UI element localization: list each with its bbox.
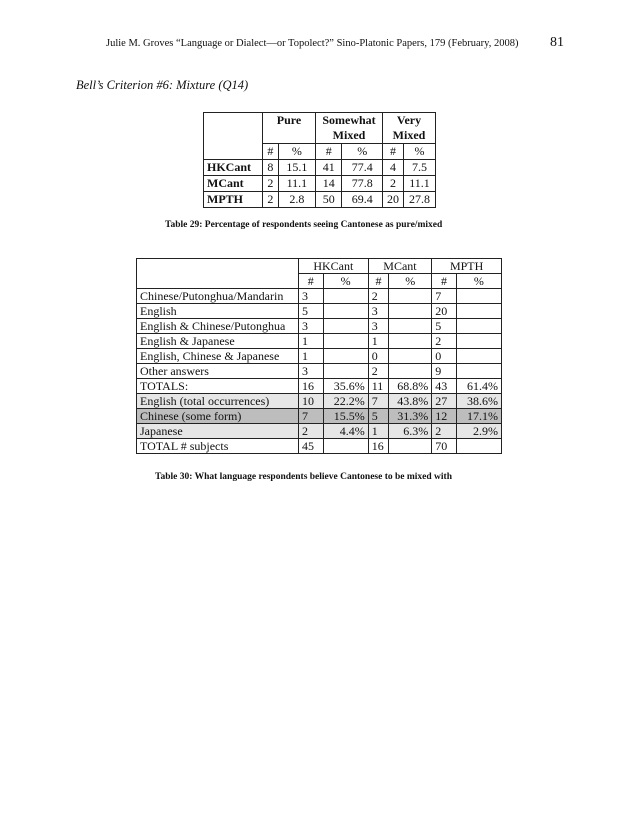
percent-cell — [389, 304, 432, 319]
table-row — [137, 364, 502, 379]
count-cell: 1 — [368, 334, 389, 349]
subheader: % — [403, 144, 435, 160]
cell: 8 — [263, 160, 279, 176]
row-label: Japanese — [137, 424, 299, 439]
percent-cell — [456, 439, 501, 454]
subheader: % — [389, 274, 432, 289]
count-cell: 27 — [432, 394, 457, 409]
percent-cell — [456, 334, 501, 349]
count-cell: 1 — [298, 349, 323, 364]
table-row — [137, 319, 502, 334]
count-cell: 5 — [298, 304, 323, 319]
count-cell: 9 — [432, 364, 457, 379]
percent-cell: 2.9% — [456, 424, 501, 439]
cell: 20 — [383, 192, 404, 208]
percent-cell — [456, 289, 501, 304]
count-cell: 2 — [368, 289, 389, 304]
cell: 7.5 — [403, 160, 435, 176]
count-cell: 1 — [368, 424, 389, 439]
subheader: # — [316, 144, 342, 160]
count-cell: 7 — [368, 394, 389, 409]
table-row — [204, 176, 436, 192]
count-cell: 20 — [432, 304, 457, 319]
count-cell: 2 — [432, 334, 457, 349]
count-cell: 0 — [432, 349, 457, 364]
cell: 11.1 — [403, 176, 435, 192]
percent-cell — [323, 289, 368, 304]
percent-cell: 6.3% — [389, 424, 432, 439]
table-29-caption: Table 29: Percentage of respondents seeing Cantonese as pure/mixed — [165, 220, 443, 230]
running-header — [106, 38, 518, 49]
table-30 — [136, 258, 502, 454]
cell: 2.8 — [278, 192, 315, 208]
subheader: % — [342, 144, 383, 160]
percent-cell — [456, 319, 501, 334]
percent-cell: 4.4% — [323, 424, 368, 439]
row-label: English — [137, 304, 299, 319]
subheader: # — [263, 144, 279, 160]
percent-cell: 22.2% — [323, 394, 368, 409]
table-30-caption: Table 30: What language respondents believe Cantonese to be mixed with — [155, 472, 452, 482]
percent-cell: 15.5% — [323, 409, 368, 424]
percent-cell: 61.4% — [456, 379, 501, 394]
cell: 69.4 — [342, 192, 383, 208]
cell: 27.8 — [403, 192, 435, 208]
count-cell: 3 — [298, 289, 323, 304]
count-cell: 1 — [298, 334, 323, 349]
table-row — [137, 394, 502, 409]
percent-cell: 17.1% — [456, 409, 501, 424]
count-cell: 43 — [432, 379, 457, 394]
table-row — [204, 192, 436, 208]
count-cell: 11 — [368, 379, 389, 394]
percent-cell — [456, 349, 501, 364]
count-cell: 3 — [298, 319, 323, 334]
count-cell: 2 — [432, 424, 457, 439]
row-label: Other answers — [137, 364, 299, 379]
percent-cell — [456, 364, 501, 379]
count-cell: 10 — [298, 394, 323, 409]
table-row — [137, 349, 502, 364]
cell: 2 — [263, 192, 279, 208]
cell: 50 — [316, 192, 342, 208]
percent-cell — [389, 439, 432, 454]
subheader: # — [432, 274, 457, 289]
subheader: % — [278, 144, 315, 160]
table-row — [137, 334, 502, 349]
count-cell: 3 — [368, 304, 389, 319]
percent-cell — [389, 319, 432, 334]
table-29 — [203, 112, 436, 208]
count-cell: 3 — [298, 364, 323, 379]
table-row — [137, 439, 502, 454]
group-header: MCant — [368, 259, 432, 274]
percent-cell — [323, 364, 368, 379]
row-label: Chinese (some form) — [137, 409, 299, 424]
table-corner — [204, 113, 263, 160]
count-cell: 2 — [298, 424, 323, 439]
row-label: English, Chinese & Japanese — [137, 349, 299, 364]
group-header: Pure — [263, 113, 316, 144]
percent-cell — [323, 334, 368, 349]
row-label: English (total occurrences) — [137, 394, 299, 409]
cell: 11.1 — [278, 176, 315, 192]
percent-cell — [323, 349, 368, 364]
count-cell: 3 — [368, 319, 389, 334]
cell: 77.8 — [342, 176, 383, 192]
subheader: # — [368, 274, 389, 289]
table-row — [137, 379, 502, 394]
percent-cell — [389, 364, 432, 379]
table-row — [204, 160, 436, 176]
count-cell: 2 — [368, 364, 389, 379]
group-header: Very Mixed — [383, 113, 436, 144]
table-corner — [137, 259, 299, 289]
count-cell: 5 — [368, 409, 389, 424]
table-row — [137, 424, 502, 439]
cell: 4 — [383, 160, 404, 176]
count-cell: 45 — [298, 439, 323, 454]
cell: 15.1 — [278, 160, 315, 176]
row-label: English & Chinese/Putonghua — [137, 319, 299, 334]
row-label: Chinese/Putonghua/Mandarin — [137, 289, 299, 304]
row-label: HKCant — [204, 160, 263, 176]
group-header: HKCant — [298, 259, 368, 274]
table-header-row — [137, 259, 502, 274]
section-title: Bell’s Criterion #6: Mixture (Q14) — [76, 78, 249, 92]
count-cell: 12 — [432, 409, 457, 424]
subheader: % — [456, 274, 501, 289]
table-header-row — [204, 113, 436, 144]
table-row — [137, 304, 502, 319]
cell: 77.4 — [342, 160, 383, 176]
count-cell: 7 — [298, 409, 323, 424]
cell: 2 — [263, 176, 279, 192]
subheader: % — [323, 274, 368, 289]
header-text: Julie M. Groves “Language or Dialect—or Topolect?” Sino-Platonic Papers, 179 (February, 2008) — [106, 38, 519, 49]
table-row — [137, 289, 502, 304]
percent-cell: 35.6% — [323, 379, 368, 394]
percent-cell — [323, 304, 368, 319]
table-row — [137, 409, 502, 424]
cell: 41 — [316, 160, 342, 176]
percent-cell — [323, 319, 368, 334]
count-cell: 70 — [432, 439, 457, 454]
group-header: MPTH — [432, 259, 502, 274]
group-header: Somewhat Mixed — [316, 113, 383, 144]
cell: 2 — [383, 176, 404, 192]
count-cell: 0 — [368, 349, 389, 364]
subheader: # — [383, 144, 404, 160]
percent-cell — [389, 349, 432, 364]
count-cell: 16 — [368, 439, 389, 454]
row-label: MPTH — [204, 192, 263, 208]
page-number: 81 — [550, 35, 564, 50]
percent-cell: 43.8% — [389, 394, 432, 409]
row-label: TOTALS: — [137, 379, 299, 394]
percent-cell — [456, 304, 501, 319]
percent-cell — [389, 289, 432, 304]
count-cell: 7 — [432, 289, 457, 304]
row-label: TOTAL # subjects — [137, 439, 299, 454]
cell: 14 — [316, 176, 342, 192]
percent-cell: 31.3% — [389, 409, 432, 424]
percent-cell — [323, 439, 368, 454]
row-label: English & Japanese — [137, 334, 299, 349]
count-cell: 16 — [298, 379, 323, 394]
count-cell: 5 — [432, 319, 457, 334]
subheader: # — [298, 274, 323, 289]
row-label: MCant — [204, 176, 263, 192]
percent-cell — [389, 334, 432, 349]
table-30-body — [137, 289, 502, 454]
percent-cell: 68.8% — [389, 379, 432, 394]
percent-cell: 38.6% — [456, 394, 501, 409]
